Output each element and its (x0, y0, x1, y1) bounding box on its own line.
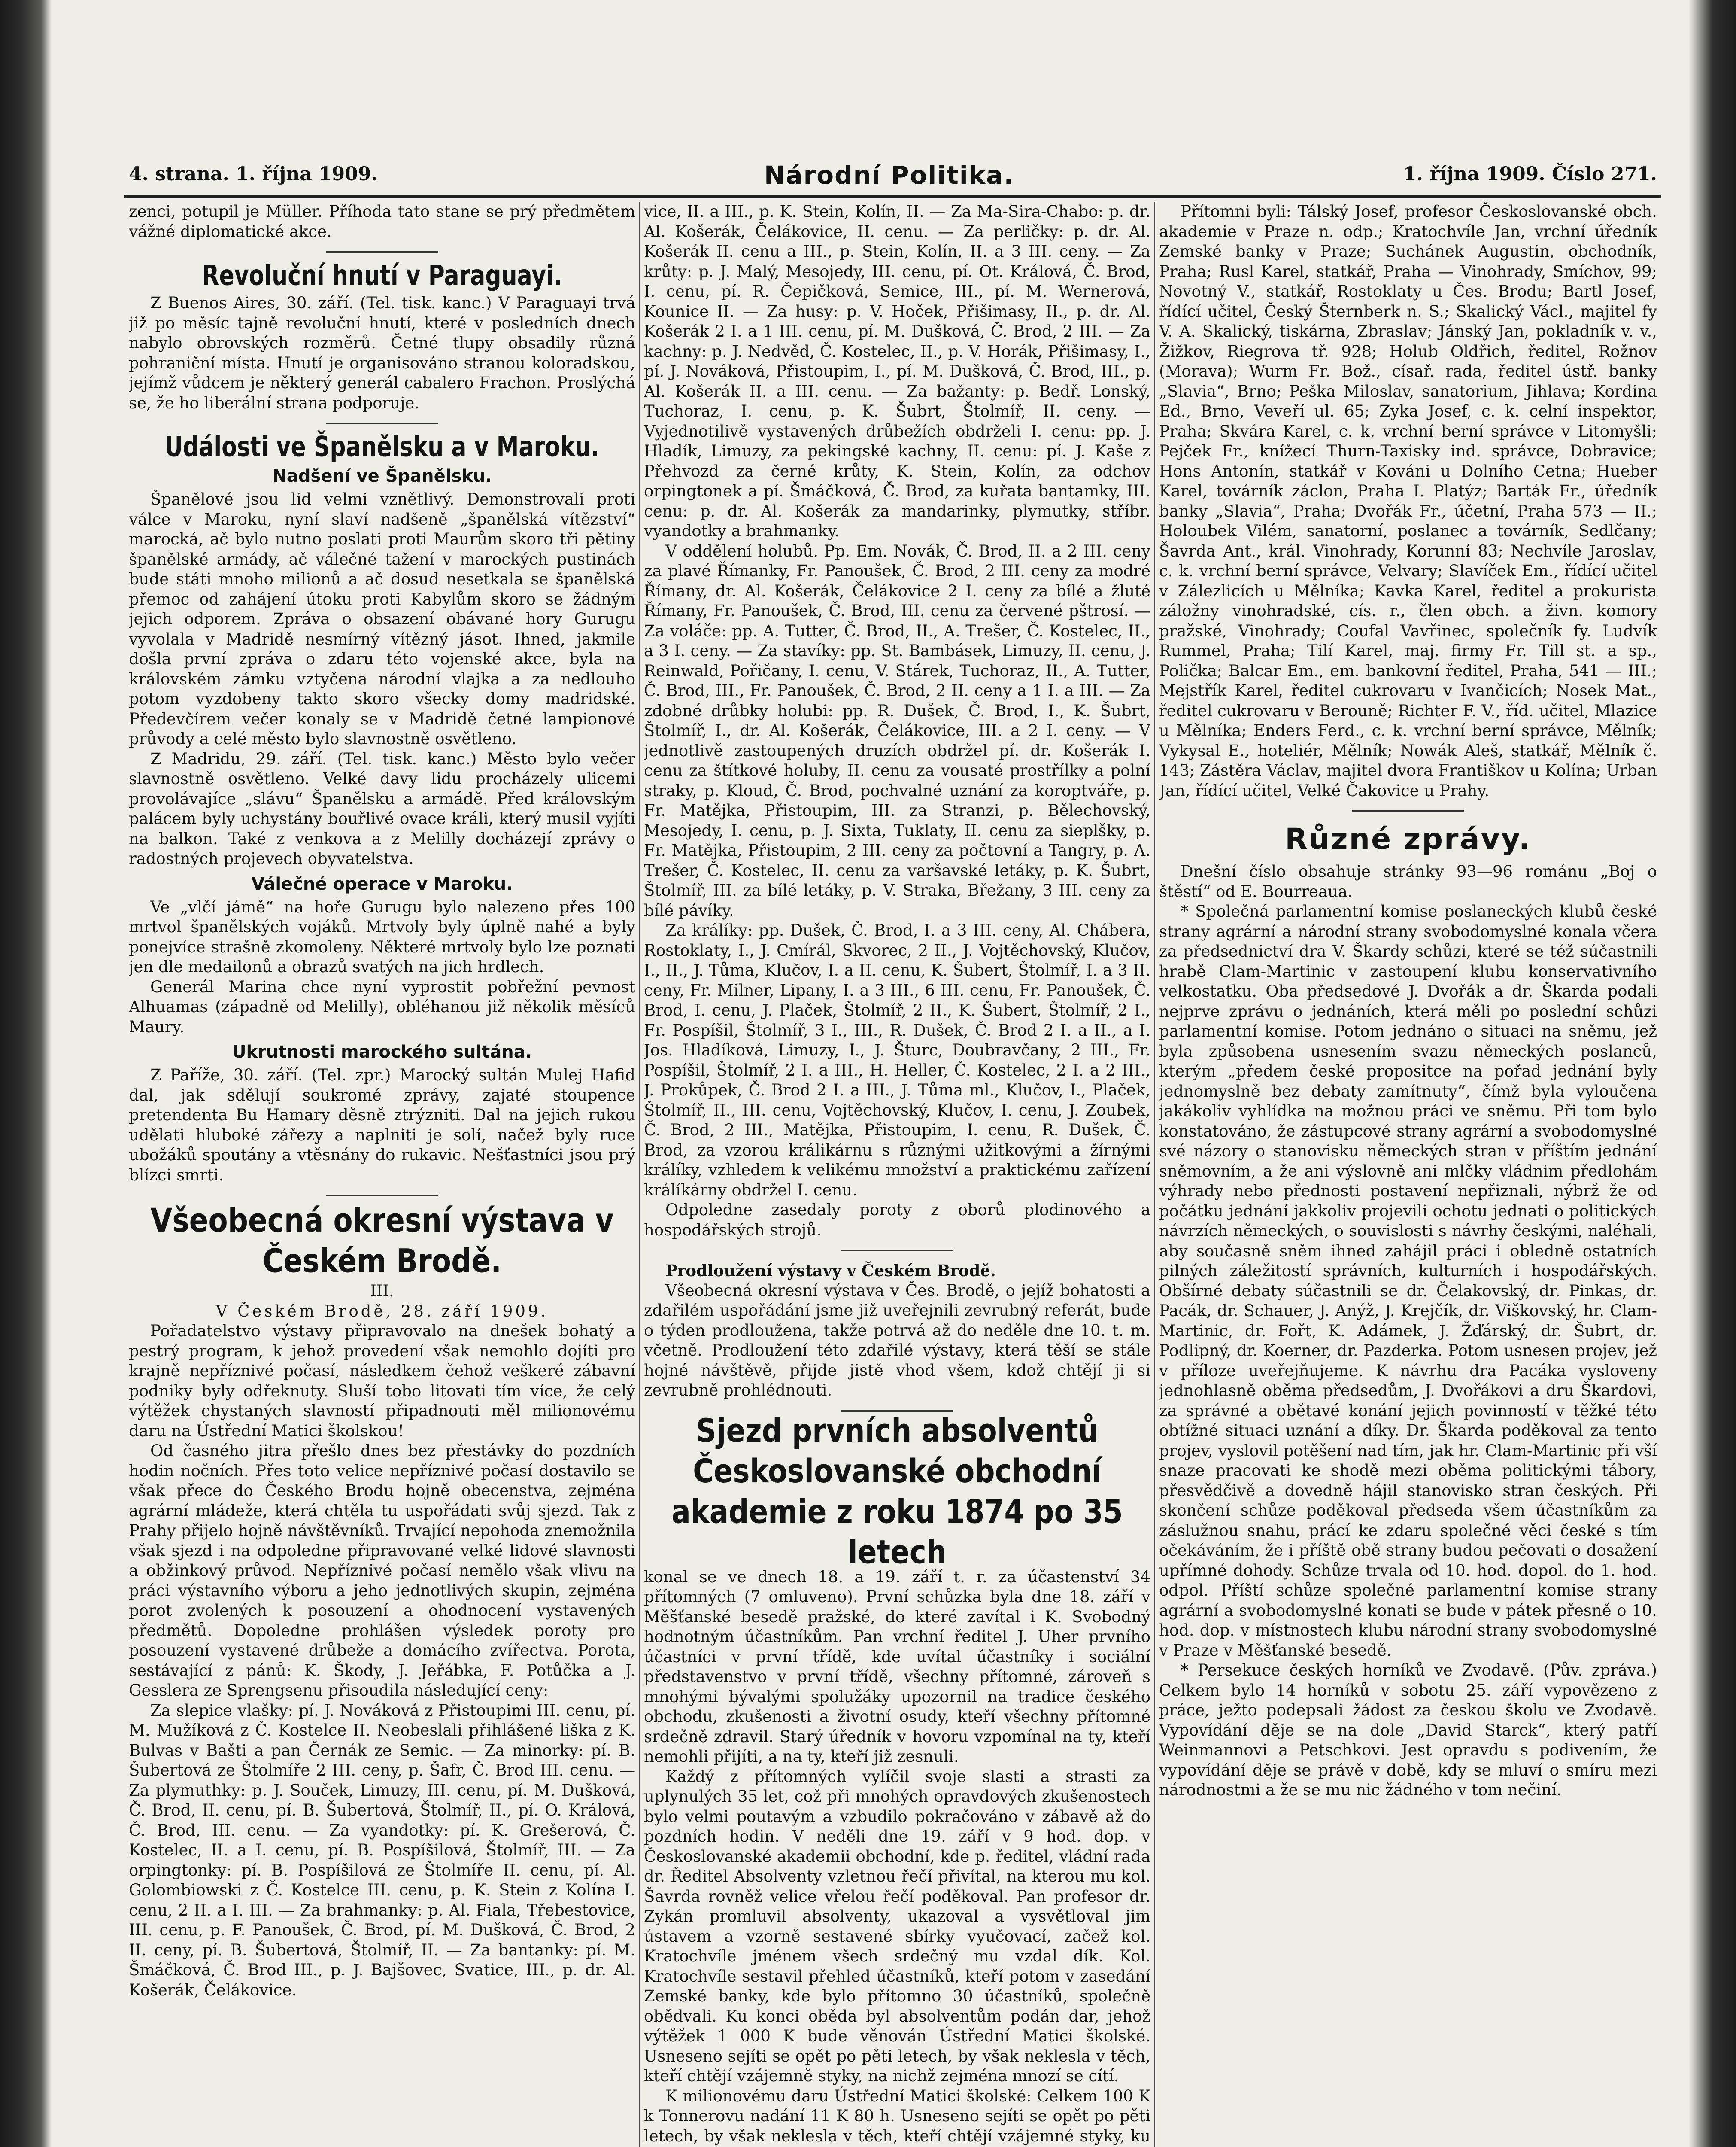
header-page-info: 4. strana. 1. října 1909. (129, 163, 378, 185)
column-3 (1159, 202, 1657, 2147)
article-ceny-2: V oddělení holubů. Pp. Em. Novák, Č. Brod, II. a 2 III. ceny za plavé Římanky, Fr. Panoušek, Č. Brod, 2 III. ceny za modré Římany, dr. Al. Košerák, Čelákovice 2 I. ceny za bílé a žluté Římany, Fr. Panoušek, Č. Brod, III. cenu za červené pštrosí. — Za voláče: pp. A. Tutter, Č. Brod, II., A. Trešer, Č. Kostelec, II., a 3 I. ceny. — Za stavíky: pp. St. Bambásek, Limuzy, II. cenu, J. Reinwald, Pořičany, I. cenu, V. Stárek, Tuchoraz, II., A. Tutter, Č. Brod, III., Fr. Panoušek, Č. Brod, 2 II. ceny a 1 I. a III. — Za zdobné drůbky holubi: pp. R. Dušek, Č. Brod, I., K. Šubrt, Štolmíř, I., dr. Al. Košerák, Čelákovice, III. a 2 I. ceny. — V jednotlivě zastoupených druzích obdržel pí. dr. Košerák I. cenu za štítkové holuby, II. cenu za vousaté prostřílky a polní straky, p. Kloud, Č. Brod, pochvalné uznání za koroptváře, p. Fr. Matějka, Přistoupim, III. za Stranzi, p. Bělechovský, Mesojedy, I. cenu, p. J. Sixta, Tuklaty, II. cenu za sieplšky, p. Fr. Matějka, Přistoupim, 2 III. ceny za počtovní a Tangry, p. A. Trešer, Č. Kostelec, II. cenu za varšavské letáky, p. K. Šubrt, Štolmíř, III. za bílé letáky, p. V. Straka, Břežany, 3 III. ceny za bílé pávíky. (644, 541, 1150, 920)
headline-paraguay: Revoluční hnutí v Paraguayi. (202, 259, 562, 292)
headline-sjezd: Sjezd prvních absolventů Českoslovanské obchodní akademie z roku 1874 po 35 letech (671, 1411, 1123, 1571)
separator (1352, 810, 1464, 812)
headline-vystava: Všeobecná okresní výstava v Českém Brodě. (150, 1201, 614, 1280)
masthead-title: Národní Politika. (764, 161, 1014, 190)
separator (841, 1250, 953, 1251)
header-rule (124, 195, 1661, 198)
article-spain-2: Z Madridu, 29. září. (Tel. tisk. kanc.) Město bylo večer slavnostně osvětleno. Velké davy lidu procházely ulicemi provolávajíce „slávu“ Španělsku a armádě. Před královským palácem byly uchystány bouřlivé ovace králi, který musil vyjíti na balkon. Také z venkova a z Melilly docházejí zprávy o radostných projevech obyvatelstva. (129, 749, 635, 868)
article-sjezd-3: K milionovému daru Ústřední Matici školské: Celkem 100 K k Tonnerovu nadání 11 K 80 h. Usneseno sejíti se opět po pěti letech, by však neklesla v těch, kteří chtějí vzájemné styky, ku (644, 2086, 1150, 2145)
article-operace-1: Ve „vlčí jámě“ na hoře Gurugu bylo nalezeno přes 100 mrtvol španělských vojáků. Mrtvoly byly úplně nahé a byly ponejvíce strašně zkomoleny. Některé mrtvoly bylo lze poznati jen dle medailonů a obrazů svatých na jich hrdlech. (129, 897, 635, 976)
subheading-nadseni: Nadšení ve Španělsku. (272, 466, 492, 486)
article-vystava-1: Pořadatelstvo výstavy připravovalo na dnešek bohatý a pestrý program, k jehož provedení však nemohlo dojíti pro krajně nepříznivé počasí, následkem čehož veškeré zábavní podniky byly odřeknuty. Sluší tobo litovati tím více, že celý výtěžek chystaných slavností připadnouti měl milionovému daru na Ústřední Matici školskou! (129, 1322, 635, 1440)
notice-heading-prodlouzeni: Prodloužení výstavy v Českém Brodě. (665, 1261, 996, 1280)
subheading-operace: Válečné operace v Maroku. (251, 874, 513, 894)
notice-prodlouzeni: Všeobecná okresní výstava v Čes. Brodě, o jejíž bohatosti a zdařilém uspořádání jsme již uveřejnili zevrubný referát, bude o týden prodloužena, takže potrvá až do neděle dne 10. t. m. včetně. Prodloužení této zdařilé výstavy, která těší se stále hojné návštěvě, přijde jistě vhod všem, kdož chtějí ji si zevrubně prohlédnouti. (644, 1281, 1150, 1399)
section-heading-ruzne: Různé zprávy. (1285, 822, 1531, 856)
notice-dnesni-cislo: Dnešní číslo obsahuje stránky 93—96 románu „Boj o štěstí“ od E. Bourreaua. (1159, 862, 1657, 901)
scan-edge-right (1689, 0, 1736, 2147)
article-vystava-3: Za slepice vlašky: pí. J. Nováková z Přistoupimi III. cenu, pí. M. Mužíková z Č. Kostelce II. Neobeslali přihlášené liška z K. Bulvas v Bašti a pan Černák ze Semic. — Za minorky: pí. B. Šubertová ze Štolmíře 2 III. ceny, p. Šafr, Č. Brod III. cenu. — Za plymuthky: p. J. Souček, Limuzy, III. cenu, pí. M. Dušková, Č. Brod, II. cenu, pí. B. Šubertová, Štolmíř, II., pí. O. Králová, Č. Brod, III. cenu. — Za vyandotky: pí. K. Grešerová, Č. Kostelec, II. a I. cenu, pí. B. Pospíšilová, Štolmíř, III. — Za orpingtonky: pí. B. Pospíšilová ze Štolmíře II. cenu, pí. Al. Golombiowski z Č. Kostelce III. cenu, p. K. Stein z Kolína I. cenu, 2 II. a I. III. — Za brahmanky: p. Al. Fiala, Třebestovice, III. cenu, p. F. Panoušek, Č. Brod, pí. M. Dušková, Č. Brod, 2 II. ceny, pí. B. Šubertová, Štolmíř, II. — Za bantanky: pí. M. Šmáčková, Č. Brod III., p. J. Bajšovec, Svatice, III., p. dr. Al. Košerák, Čelákovice. (129, 1701, 635, 1999)
article-continuation: zenci, potupil je Müller. Příhoda tato stane se prý předmětem vážné diplomatické akce. (129, 202, 635, 241)
article-vystava-2: Od časného jitra přešlo dnes bez přestávky do pozdních hodin nočních. Přes toto velice nepříznivé počasí dostavilo se však přece do Českého Brodu hojně obecenstva, zejména agrární mládeže, která chtěla tu uspořádati svůj sjezd. Tak z Prahy přijelo hojně návštěvníků. Trvající nepohoda znemožnila však sjezd i na odpoledne připravované velké lidové slavnosti a obžinkový průvod. Nepříznivé počasí nemělo však vlivu na práci výstavního výboru a jeho jednotlivých skupin, zejména porot zvolených k posouzení a ohodnocení vystavených předmětů. Dopoledne prohlášen výsledek poroty pro posouzení vystavené drůbeže a domácího zvířectva. Porota, sestávající z pánů: K. Škody, J. Jeřábka, F. Potůčka a J. Gesslera ze Sprengsenu přisoudila následující ceny: (129, 1441, 635, 1700)
separator (326, 251, 438, 253)
article-sjezd-1: konal se ve dnech 18. a 19. září t. r. za účastenství 34 přítomných (7 omluveno). První schůzka byla dne 18. září v Měšťanské besedě pražské, do které zavítal i K. Svobodný hodnotným účastníkům. Pan vrchní ředitel J. Uher prvního účastníci v první třídě, kde uvítal účastníky i sociální představenstvo v první třídě, všechny přítomné, zároveň s mnohými bývalými spolužáky upozornil na tradice českého obchodu, zkušenosti a životní osudy, kteří všechny přítomné srdečně zdravil. Starý úředník v hovoru vzpomínal na ty, kteří nemohli přijíti, a na ty, kteří již zesnuli. (644, 1567, 1150, 1766)
article-ukrutnosti: Z Paříže, 30. září. (Tel. zpr.) Marocký sultán Mulej Hafid dal, jak sdělují soukromé zprávy, zajaté stoupence pretendenta Bu Hamary děsně ztrýzniti. Dal na jejich rukou udělati hluboké zářezy a naplniti je solí, načež byly ruce ubožáků spoutány a vtěsnány do rukavic. Nešťastníci jsou prý blízci smrti. (129, 1066, 635, 1184)
attendee-list: Přítomni byli: Tálský Josef, profesor Českoslovanské obch. akademie v Praze n. odp.; Kratochvíle Jan, vrchní úředník Zemské banky v Praze; Suchánek Augustin, obchodník, Praha; Rusl Karel, statkář, Praha — Vinohrady, Smíchov, 99; Novotný V., statkář, Rostoklaty u Čes. Brodu; Bartl Josef, řídící učitel, Český Šternberk n. S.; Skalický Václ., majitel fy V. A. Skalický, tiskárna, Zbraslav; Jánský Jan, pokladník v. v., Žižkov, Riegrova tř. 928; Holub Oldřich, ředitel, Rožnov (Morava); Wurm Fr. Bož., císař. rada, ředitel ústř. banky „Slavia“, Brno; Peška Miloslav, sanatorium, Jihlava; Kordina Ed., Brno, Veveří ul. 65; Zyka Josef, c. k. celní inspektor, Praha; Skvára Karel, c. k. vrchní berní správce v Litomyšli; Pejček Fr., knížecí Thurn-Taxisky ind. správce, Dobravice; Hons Antonín, statkář v Kováni u Dolního Cetna; Hueber Karel, továrník záclon, Praha I. Platýz; Barták Fr., úředník banky „Slavia“, Praha; Dvořák Fr., účetní, Praha 573 — II.; Holoubek Vilém, sanatorní, poslanec a továrník, Sedlčany; Šavrda Ant., král. Vinohrady, Korunní 83; Nechvíle Jaroslav, c. k. vrchní berní správce, Velvary; Slavíček Em., řídící učitel v Zálezlicích u Mělníka; Kavka Karel, ředitel a prokurista záložny vinohradské, cís. r., člen obch. a živn. komory pražské, Vinohrady; Coufal Vavřinec, společník fy. Ludvík Rummel, Praha; Tilí Karel, maj. firmy Fr. Till st. a sp., Polička; Balcar Em., em. bankovní ředitel, Praha, 541 — III.; Mejstřík Karel, ředitel cukrovaru v Ivančicích; Nosek Mat., ředitel cukrovaru v Berouně; Richter F. V., říd. učitel, Mlazice u Mělníka; Enders Ferd., c. k. vrchní berní správce, Mělník; Vykysal E., hoteliér, Mělník; Nowák Aleš, statkář, Mělník č. 143; Zástěra Václav, majitel dvora Františkov u Kolína; Urban Jan, řídící učitel, Velké Čakovice u Prahy. (1159, 202, 1657, 800)
subheading-ukrutnosti: Ukrutnosti marockého sultána. (232, 1042, 532, 1062)
part-number: III. (370, 1282, 394, 1300)
article-persekuce: * Persekuce českých horníků ve Zvodavě. (Pův. zpráva.) Celkem bylo 14 horníků v sobotu 25. září vypovězeno z práce, ježto podepsali žádost za českou školu ve Zvodavě. Vypovídání děje se na dole „David Starck“, který patří Weinmannovi a Petschkovi. Jest opravdu s podivením, že vypovídání děje se právě v době, kdy se mluví o smíru mezi národnostmi a že se mu nic žádného v tom nečiní. (1159, 1661, 1657, 1799)
column-2 (644, 202, 1150, 2147)
headline-spain-morocco: Události ve Španělsku a v Maroku. (164, 431, 600, 463)
article-operace-2: Generál Marina chce nyní vyprostit pobřežní pevnost Alhuamas (západně od Melilly), obléhanou již několik měsíců Maury. (129, 977, 635, 1036)
separator (326, 1195, 438, 1196)
article-paraguay: Z Buenos Aires, 30. září. (Tel. tisk. kanc.) V Paraguayi trvá již po měsíc tajně revoluční hnutí, které v posledních dnech nabylo obrovských rozměrů. Četné tlupy obsadily různá pohraniční místa. Hnutí je organisováno stranou koloradskou, jejímž vůdcem je některý generál cabalero Frachon. Proslýchá se, že ho liberální strana podporuje. (129, 294, 635, 412)
dateline: V Českém Brodě, 28. září 1909. (215, 1302, 549, 1320)
header-issue-info: 1. října 1909. Číslo 271. (1403, 163, 1657, 185)
article-ceny-3: Za králíky: pp. Dušek, Č. Brod, I. a 3 III. ceny, Al. Chábera, Rostoklaty, I., J. Cmírál, Skvorec, 2 II., J. Vojtěchovský, Klučov, I., II., J. Tůma, Klučov, I. a II. cenu, K. Šubert, Štolmíř, I. a 3 II. ceny, Fr. Milner, Lipany, I. a 3 III., 6 III. cenu, Fr. Panoušek, Č. Brod, I. cenu, J. Plaček, Štolmíř, 2 II., K. Šubert, Štolmíř, 2 I., Fr. Pospíšil, Štolmíř, 3 I., III., R. Dušek, Č. Brod 2 I. a II., a I. Jos. Hladíková, Limuzy, I., J. Šturc, Doubravčany, 2 III., Fr. Pospíšil, Štolmíř, 2 I. a III., H. Heller, Č. Kostelec, 2 I. a 2 III., J. Prokůpek, Č. Brod 2 I. a III., J. Tůma ml., Klučov, I., Plaček, Štolmíř, II., III. cenu, Vojtěchovský, Klučov, I. cenu, J. Zoubek, Č. Brod, 2 III., Matějka, Přistoupim, I. cenu, R. Dušek, Č. Brod, za vzorou králikárnu s různými užitkovými a žírnými králíky, vzhledem k velikému množství a praktickému zařízení králíkárny obdržel I. cenu. (644, 921, 1150, 1199)
article-spolecna-komise: * Společná parlamentní komise poslaneckých klubů české strany agrární a národní strany svobodomyslné konala včera za předsednictví dra V. Škardy schůzi, které se též súčastnili hrabě Clam-Martinic v zastoupení klubu konservativního velkostatku. Oba předsedové J. Dvořák a dr. Škarda podali nejprve zprávu o jednáních, která měli po poslední schůzi parlamentní komise. Potom jednáno o situaci na sněmu, jež byla způsobena usnesením svazu německých poslanců, kterým „předem české propositce na pořad jednání byly jednomyslně bez debaty zamítnuty“, čímž byla vyloučena jakákoliv vyhlídka na možnou práci ve sněmu. Při tom bylo konstatováno, že zástupcové strany agrární a svobodomyslné své názory o stanovisku německých stran v příštím jednání sněmovním, a že ani výslovně ani mlčky vládnim předlohám výhrady nebo přednosti postavení nepřiznali, nýbrž že od počátku jednání jakkoliv projevili ochotu jednati o politických návrzích německých, o souvislosti s návrhy českými, naléhali, aby současně sněm ihned zahájil práci i obledně ostatních pilných záležitostí správních, kulturních i hospodářských. Obšírné debaty súčastnili se dr. Čelakovský, dr. Pinkas, dr. Pacák, dr. Schauer, J. Anýž, J. Krejčík, dr. Viškovský, hr. Clam-Martinic, dr. Fořt, K. Adámek, J. Žďárský, dr. Šubrt, dr. Podlipný, dr. Koerner, dr. Pazderka. Potom usnesen projev, jež v příloze uveřejňujeme. K návrhu dra Pacáka vysloveny jednohlasně oběma předsedům, J. Dvořákovi a dru Škardovi, za správné a obětavé konání jejich povinností v těžké této obtížné situaci uznání a díky. Dr. Škarda poděkoval za tento projev, vyslovil potěšení nad tím, jak hr. Clam-Martinic při vší snaze pracovati ke shodě mezi oběma politickými tábory, přesvědčivě a dovedně hájil stanovisko stran českých. Při skončení schůze poděkoval předseda všem účastníkům za záslužnou snahu, prácí ke zdaru společné věci české s tím očekáváním, že i příště obě strany budou pečovati o dosažení upřímné dohody. Schůze trvala od 10. hod. dopol. do 1. hod. odpol. Příští schůze společné parlamentní komise strany agrární a svobodomyslné konati se bude v pátek přesně o 10. hod. dop. v místnostech klubu národní strany svobodomyslné v Praze v Měšťanské besedě. (1159, 902, 1657, 1660)
page-header (129, 163, 1657, 193)
separator (326, 423, 438, 424)
scan-edge-left (0, 0, 52, 2147)
article-ceny-1: vice, II. a III., p. K. Stein, Kolín, II. — Za Ma-Sira-Chabo: p. dr. Al. Košerák, Čelákovice, II. cenu. — Za perličky: p. dr. Al. Košerák II. cenu a III., p. Stein, Kolín, II. a 3 III. ceny. — Za krůty: p. J. Malý, Mesojedy, III. cenu, pí. Ot. Králová, Č. Brod, I. cenu, pí. R. Čepičková, Semice, III., pí. M. Wernerová, Kounice II. — Za husy: p. V. Hoček, Přišimasy, II., p. dr. Al. Košerák 2 I. a 1 III. cenu, pí. M. Dušková, Č. Brod, 2 III. — Za kachny: p. J. Nedvěd, Č. Kostelec, II., p. V. Horák, Přišimasy, I., pí. J. Nováková, Přistoupim, I., pí. M. Dušková, Č. Brod, III., p. Al. Košerák II. a III. cenu. — Za bažanty: p. Bedř. Lonský, Tuchoraz, I. cenu, p. K. Šubrt, Štolmíř, II. ceny. — Vyjednotilivě vystavených drůbežích obdrželi I. cenu: pp. J. Hladík, Limuzy, za pekingské kachny, II. cenu: pí. J. Kaše z Přehvozd za černé krůty, K. Stein, Kolín, za odchov orpingtonek a pí. Šmáčková, Č. Brod, za kuřata bantamky, III. cenu: p. dr. Al. Košerák za mandarinky, plymutky, stříbr. vyandotky a brahmanky. (644, 202, 1150, 540)
article-sjezd-2: Každý z přítomných vylíčil svoje slasti a strasti za uplynulých 35 let, což při mnohých opravdových zkušenostech bylo velmi poutavým a vzbudilo pokračováno v zábavě až do pozdních hodin. V neděli dne 19. září v 9 hod. dop. v Českoslovanské akademii obchodní, kde p. ředitel, vládní rada dr. Ředitel Absolventy vzletnou řečí přivítal, na kterou mu kol. Šavrda rovněž velice vřelou řečí poděkoval. Pan profesor dr. Zykán promluvil absolventy, ukazoval a vysvětloval jim ústavem a vzorně sestavené sbírky vyučovací, začež kol. Kratochvíle jménem všech srdečný mu vzdal dík. Kol. Kratochvíle sestavil přehled účastníků, kteří potom v zasedání Zemské banky, kde bylo přítomno 30 účastníků, společně obědvali. Ku konci oběda byl absolventům podán dar, jehož výtěžek 1 000 K bude věnován Ústřední Matici školské. Usneseno sejíti se opět po pěti letech, by však neklesla v těch, kteří chtějí vzájemně styky, na nichž zejména mnozí se cítí. (644, 1767, 1150, 2085)
article-ceny-4: Odpoledne zasedaly poroty z oborů plodinového a hospodářských strojů. (644, 1201, 1150, 1239)
column-divider-2 (1154, 202, 1155, 2147)
column-divider-1 (639, 202, 640, 2147)
article-spain-1: Španělové jsou lid velmi vznětlivý. Demonstrovali proti válce v Maroku, nyní slaví nadšeně „španělská vítězství“ marocká, ač bylo nutno poslati proti Maurům skoro tři pětiny španělské armády, ač válečné tažení v marockých pustinách bude státi mnoho milionů a ač dosud nesetkala se španělská přemoc od zahájení útoku proti Kabylům skoro se žádným jejich odporem. Zpráva o obsazení obávané hory Gurugu vyvolala v Madridě nesmírný vítězný jásot. Ihned, jakmile došla první zpráva o zdaru této vojenské akce, byla na královském zámku vztyčena národní vlajka a za nedlouho potom vyzdobeny takto skoro všecky domy madridské. Předevčírem večer konaly se v Madridě četné lampionové průvody a celé město bylo slavnostně osvětleno. (129, 490, 635, 748)
column-1 (129, 202, 635, 2147)
